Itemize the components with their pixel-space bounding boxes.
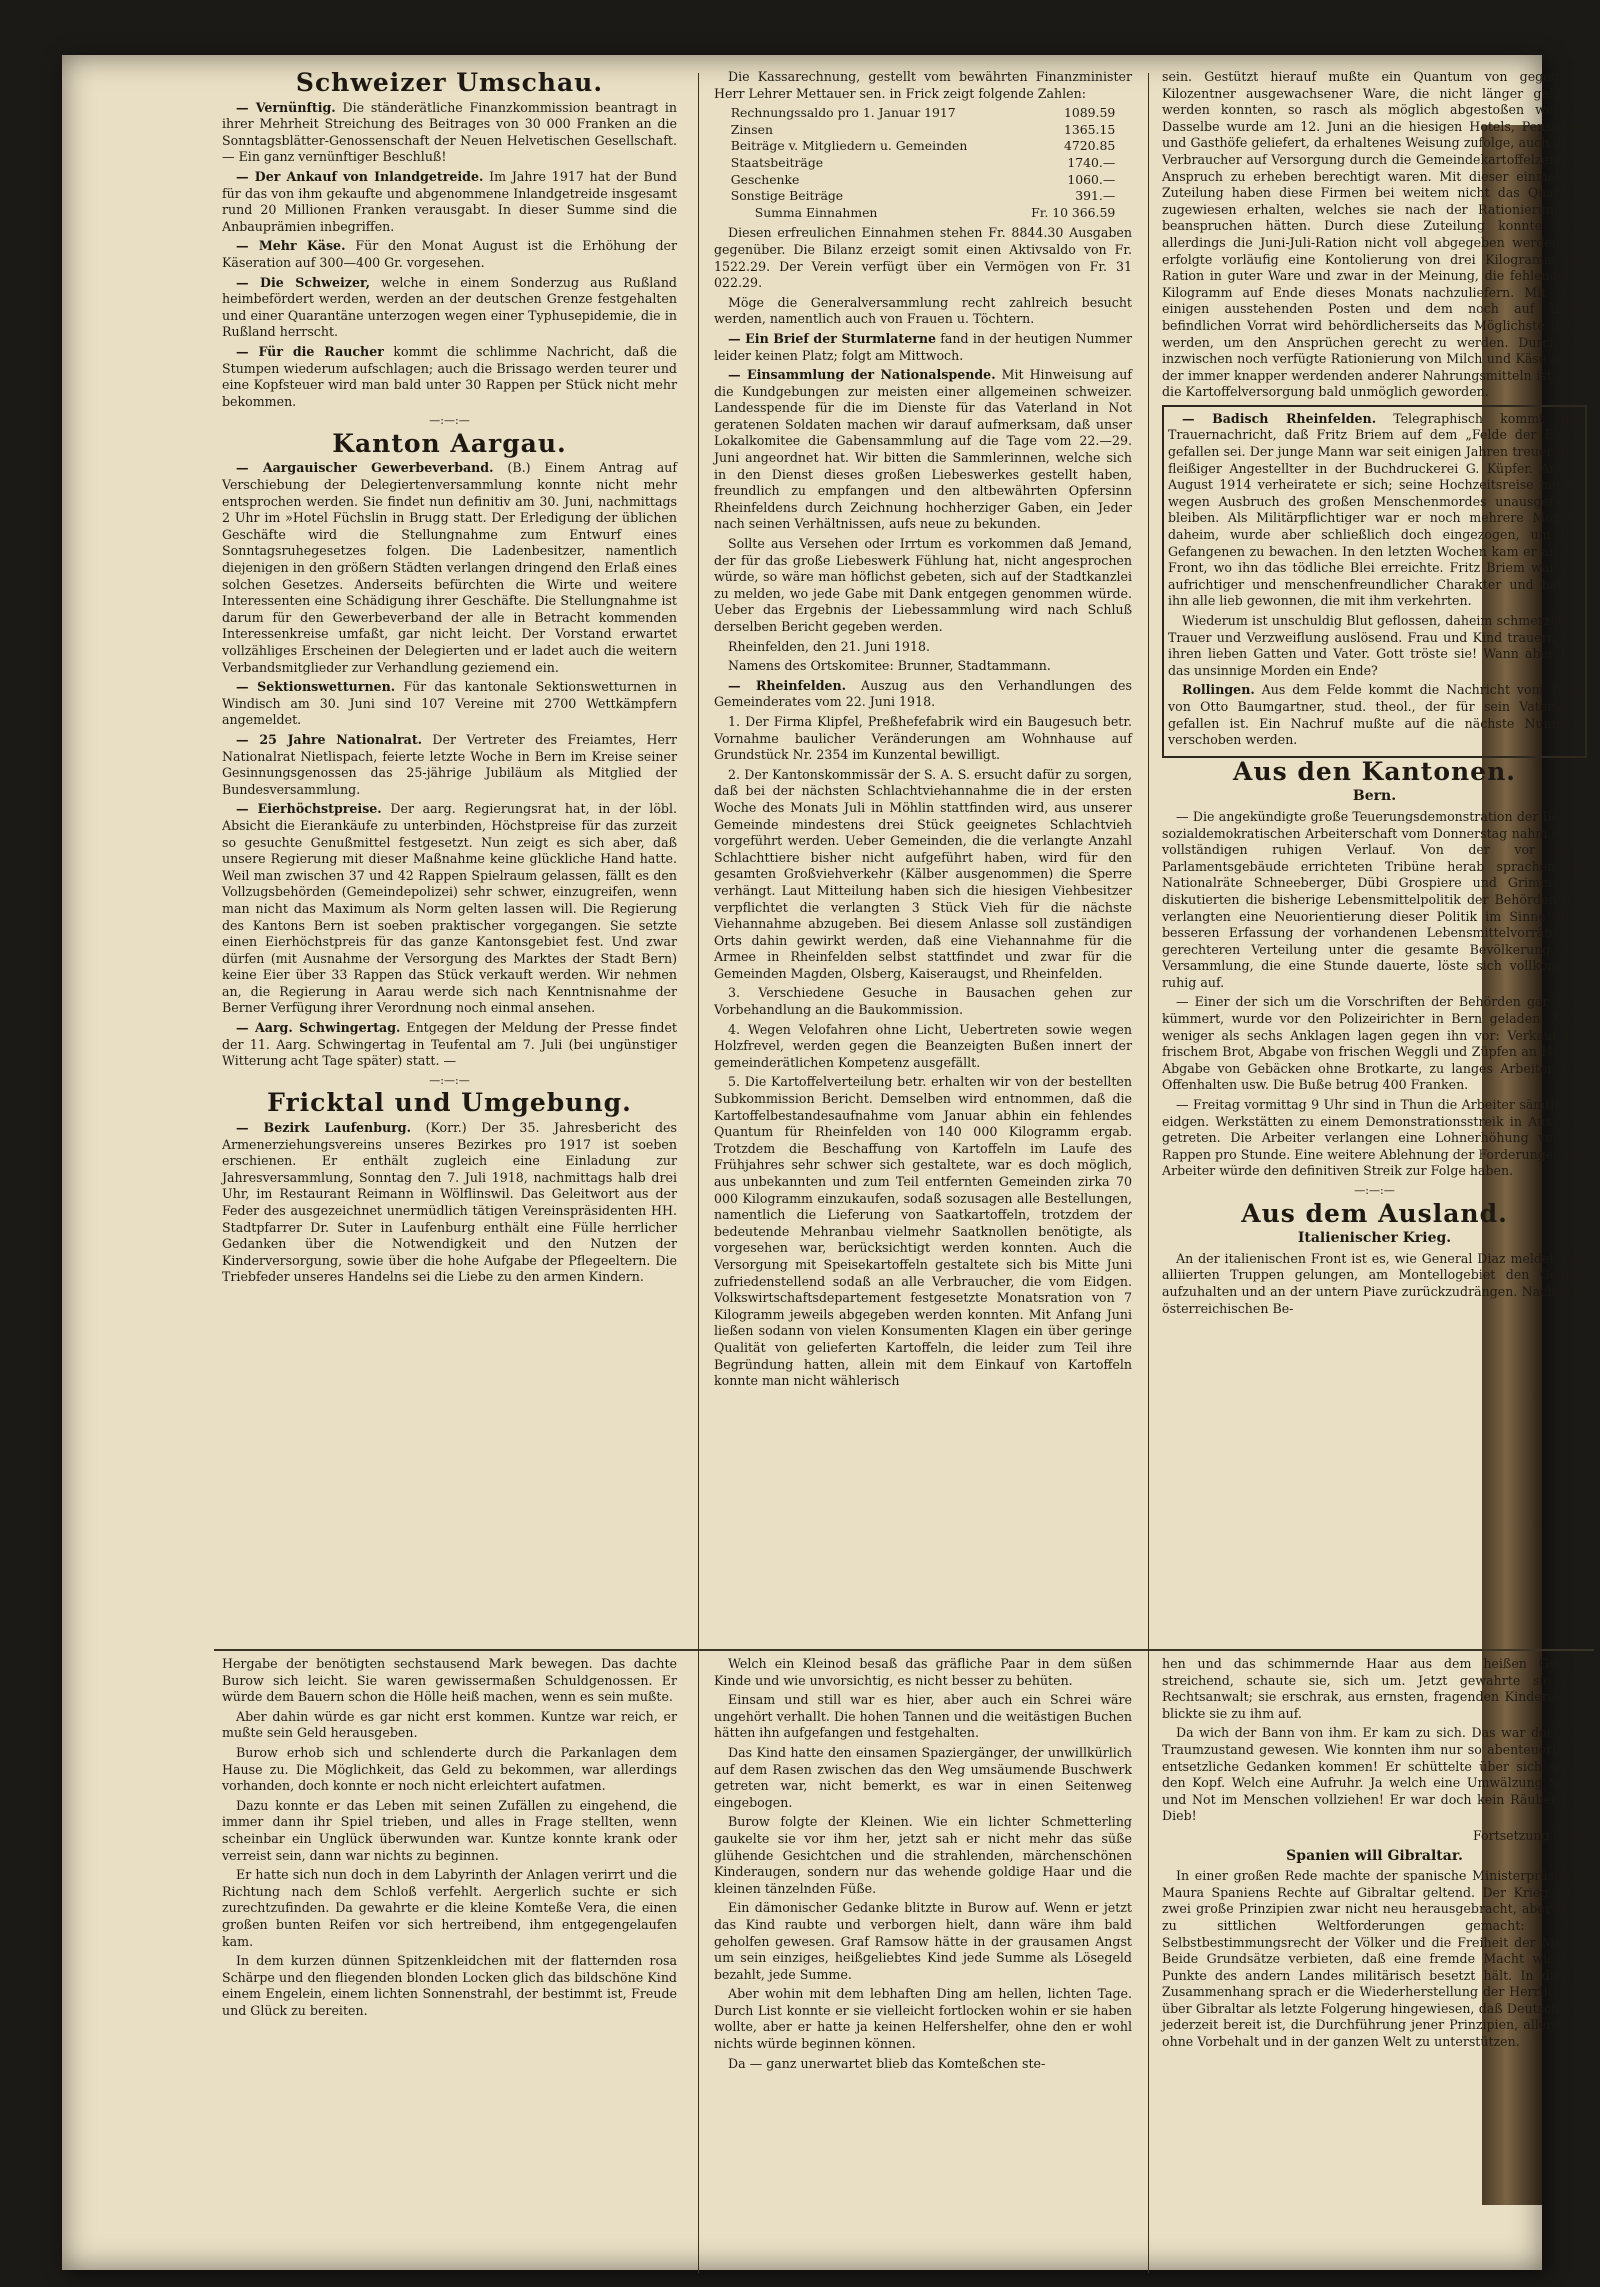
article-paragraph: — Sektionswetturnen. Für das kantonale Sektionswetturnen in Windisch am 30. Juni sind 107 Vereine mit 2700 Wettkämpfern angemeldet. xyxy=(222,679,677,728)
separator-stars: —:—:— xyxy=(1354,1184,1395,1197)
article-paragraph: 4. Wegen Velofahren ohne Licht, Uebertreten sowie wegen Holzfrevel, werden gegen die Beanzeigten Bußen innert der gemeinderätlichen Kompetenz ausgefällt. xyxy=(714,1021,1132,1070)
story-paragraph: Ein dämonischer Gedanke blitzte in Burow auf. Wenn er jetzt das Kind raubte und verborgen hielt, dann wäre ihm bald geholfen gewesen. Graf Ramsow hätte in der grausamen Angst um sein einziges, heißgeliebtes Kind jede Summe als Lösegeld bezahlt, jede Summe. xyxy=(714,1900,1132,1982)
account-table xyxy=(731,105,1116,221)
article-paragraph: Diesen erfreulichen Einnahmen stehen Fr. 8844.30 Ausgaben gegenüber. Die Bilanz erzeigt somit einen Aktivsaldo von Fr. 1522.29. Der Verein verfügt über ein Vermögen von Fr. 31 022.29. xyxy=(714,225,1132,291)
article-paragraph: — Die Schweizer, welche in einem Sonderzug aus Rußland heimbefördert werden, werden an der deutschen Grenze festgehalten und einer Quarantäne unterzogen wegen einer Typhusepidemie, die in Rußland herrscht. xyxy=(222,274,677,340)
table-row: Zinsen 1365.15 xyxy=(730,121,1116,137)
table-row: Sonstige Beiträge 391.— xyxy=(730,188,1116,204)
article-paragraph: An der italienischen Front ist es, wie General Diaz meldet, den alliierten Truppen gelungen, am Montellogebiet den Gegner aufzuhalten und an der untern Piave zurückzudrängen. Nach dem österreichischen Be- xyxy=(1162,1250,1587,1316)
story-paragraph: Das Kind hatte den einsamen Spaziergänger, der unwillkürlich auf dem Rasen zwischen das den Weg umsäumende Buschwerk getreten war, nicht bemerkt, es war in einen Seitenweg eingebogen. xyxy=(714,1744,1132,1810)
story-paragraph: Burow folgte der Kleinen. Wie ein lichter Schmetterling gaukelte sie vor ihm her, jetzt sah er nicht mehr das süße glühende Gesichtchen und die strahlenden, märchenschönen Kinderaugen, sondern nur das wehende goldige Haar und die kleinen tänzelnden Füße. xyxy=(714,1814,1132,1896)
article-paragraph: Wiederum ist unschuldig Blut geflossen, daheim schmerzliche Trauer und Verzweiflung auslösend. Frau und Kind trauern um ihren lieben Gatten und Vater. Gott tröste sie! Wann aber hat das unsinnige Morden ein Ende? xyxy=(1168,613,1581,678)
story-paragraph: In dem kurzen dünnen Spitzenkleidchen mit der flatternden rosa Schärpe und den fliegenden blonden Locken glich das bildschöne Kind einem Engelein, einem lichten Sonnenstrahl, der bestimmt ist, Freude und Glück zu bereiten. xyxy=(222,1953,677,2018)
article-paragraph: 2. Der Kantonskommissär der S. A. S. ersucht dafür zu sorgen, daß bei der nächsten Schlachtviehannahme die in der ersten Woche des Monats Juli in Möhlin stattfinden wird, aus unserer Gemeinde mindestens drei Stück geeignetes Schlachtvieh vorgeführt werden. Ueber Gemeinden, die die verlangte Anzahl Schlachttiere bisher nicht aufgeführt haben, wird für den gesamten Großviehverkehr (Kälber ausgenommen) die Sperre verhängt. Laut Mitteilung haben sich die hiesigen Viehbesitzer verpflichtet die verlangten 3 Stück Vieh für die nächste Viehannahme abzugeben. Bei diesem Anlasse soll zuständigen Orts dahin gewirkt werden, daß eine Viehannahme für die Armee in Rheinfelden selbst stattfindet und zwar für die Gemeinden Magden, Olsberg, Kaiseraugst, und Rheinfelden. xyxy=(714,766,1132,981)
column-rule xyxy=(698,73,699,2273)
table-row: Rechnungssaldo pro 1. Januar 1917 1089.59 xyxy=(730,105,1116,121)
section-heading: Kanton Aargau. xyxy=(332,428,567,458)
article-paragraph: — Die angekündigte große Teuerungsdemonstration der Berner sozialdemokratischen Arbeiterschaft vom Donnerstag nahm einen vollständigen ruhigen Verlauf. Von der vor dem Parlamentsgebäude errichteten Tribüne herab sprachen die Nationalräte Schneeberger, Dübi Grospiere und Grimm. Sie diskutierten die bisherige Lebensmittelpolitik der Behörden und verlangten eine Neuorientierung dieser Politik im Sinne einer besseren Erfassung der vorhandenen Lebensmittelvorräte zur gerechteren Verteilung unter die gesamte Bevölkerung. Die Versammlung, die eine Stunde dauerte, löste sich vollkommen ruhig auf. xyxy=(1162,808,1587,990)
article-paragraph: Sollte aus Versehen oder Irrtum es vorkommen daß Jemand, der für das große Liebeswerk Fühlung hat, nicht angesprochen würde, so wäre man höflichst gebeten, sich auf der Stadtkanzlei zu melden, wo jede Gabe mit Dank entgegen genommen würde. Ueber das Ergebnis der Liebessammlung wird nach Schluß derselben Bericht gegeben werden. xyxy=(714,536,1132,634)
article-paragraph: — Aarg. Schwingertag. Entgegen der Meldung der Presse findet der 11. Aarg. Schwingertag in Teufental am 7. Juli (bei ungünstiger Witterung acht Tage später) statt. — xyxy=(222,1020,677,1069)
section-heading: Schweizer Umschau. xyxy=(295,68,604,97)
story-paragraph: hen und das schimmernde Haar aus dem heißen Gesicht streichend, schaute sie, sich um. Jetzt gewahrte sie den Rechtsanwalt; sie erschrak, aus ernsten, fragenden Kinderaugen blickte sie zu ihm auf. xyxy=(1162,1656,1587,1721)
article-paragraph: — Badisch Rheinfelden. Telegraphisch kommt die Trauernachricht, daß Fritz Briem auf dem „Felde der Ehre" gefallen sei. Der junge Mann war seit einigen Jahren treuer und fleißiger Angestellter in der Buchdruckerei G. Küpfer. Am 1. August 1914 verheiratete er sich; seine Hochzeitsreise mußte wegen Ausbruch des großen Menschenmordes unausgeführt bleiben. Als Militärpflichtiger war er noch mehrere Monate daheim, wurde aber schließlich doch eingezogen, um die Gefangenen zu bewachen. In den letzten Wochen kam er an die Front, wo ihn das tödliche Blei erreichte. Fritz Briem war ein aufrichtiger und menschenfreundlicher Charakter und haben ihn alle lieb gewonnen, die mit ihm verkehrten. xyxy=(1168,410,1581,609)
feuilleton-column-1 xyxy=(222,1656,677,2256)
section-heading: Aus dem Ausland. xyxy=(1241,1198,1508,1228)
article-paragraph: In einer großen Rede machte der spanische Ministerpräsident Maura Spaniens Rechte auf Gibraltar geltend. Der Krieg habe zwei große Prinzipien zwar nicht neu herausgebracht, aber doch zu sittlichen Weltforderungen gemacht: das Selbstbestimmungsrecht der Völker und die Freiheit der Meere. Beide Grundsätze verbieten, daß eine fremde Macht wichtige Punkte des andern Landes militärisch besetzt hält. In diesem Zusammenhang sprach er die Wiederherstellung der Herrlichkeit über Gibraltar als letzte Folgerung hingewiesen, daß Deutschland jederzeit bereit ist, die Durchführung jener Prinzipien, allerdings ohne Vorbehalt und in der ganzen Welt zu unterstützen. xyxy=(1162,1868,1587,2050)
subsection-heading: Bern. xyxy=(1352,788,1397,805)
article-paragraph: — Der Ankauf von Inlandgetreide. Im Jahre 1917 hat der Bund für das von ihm gekaufte und abgenommene Inlandgetreide insgesamt rund 20 Millionen Franken verausgabt. In dieser Summe sind die Anbauprämien inbegriffen. xyxy=(222,168,677,234)
feuilleton-column-3 xyxy=(1162,1656,1587,2256)
separator-stars: —:—:— xyxy=(429,414,470,428)
article-paragraph: — Für die Raucher kommt die schlimme Nachricht, daß die Stumpen wiederum aufschlagen; auch die Brissago werden teurer und eine Kopfsteuer wird man bald unter 30 Rappen per Stück nicht mehr bekommen. xyxy=(222,343,678,409)
table-row: Summa Einnahmen Fr. 10 366.59 xyxy=(754,204,1116,220)
article-paragraph: sein. Gestützt hierauf mußte ein Quantum von gegen 30 Kilozentner ausgewachsener Ware, die nicht länger gelagert werden konnten, so rasch als möglich abgestoßen werden. Dasselbe wurde am 12. Juni an die hiesigen Hotels, Pensionen und Gasthöfe geliefert, da erhaltenes Weisung zufolge, auch diese Verbraucher auf Versorgung durch die Gemeindekartoffelzentrale Anspruch zu erheben berechtigt waren. Mit dieser einmaligen Zuteilung haben diese Firmen bei weitem nicht das Quantum zugewiesen erhalten, welches sie nach der Rationierung zu beanspruchen hätten. Durch diese Zuteilung konnte dann allerdings die Juni-Juli-Ration nicht voll abgegeben werden. Es erfolgte vorläufig eine Kontolierung von drei Kilogramm pro Ration in guter Ware und zwar in der Meinung, die fehlenden 4 Kilogramm auf Ende dieses Monats nachzuliefern. Mit noch einigen ausstehenden Posten und dem noch auf Lager befindlichen Vorrat wird behördlicherseits das Möglichste getan werden, um den Ansprüchen gerecht zu werden. Durch die inzwischen noch verfügte Rationierung von Milch und Käse sowie der immer knapper werdenden anderer Nahrungsmitteln ist auch die Kartoffelversorgung bald unmöglich geworden. xyxy=(1162,69,1587,400)
subsection-heading: Italienischer Krieg. xyxy=(1297,1230,1452,1247)
story-paragraph: Er hatte sich nun doch in dem Labyrinth der Anlagen verirrt und die Richtung nach dem Schloß verfehlt. Aergerlich suchte er sich zurechtzufinden. Da gewahrte er die kleine Komteße Vera, die einen großen bunten Reifen vor sich hertreibend, ihm entgegengelaufen kam. xyxy=(222,1867,677,1949)
story-paragraph: Aber wohin mit dem lebhaften Ding am hellen, lichten Tage. Durch List konnte er sie vielleicht fortlocken wohin er sie haben wollte, aber er hatte ja keinen Helfershelfer, ohne den er wohl nichts würde beginnen können. xyxy=(714,1986,1132,2052)
article-paragraph: — Einsammlung der Nationalspende. Mit Hinweisung auf die Kundgebungen zur meisten einer allgemeinen schweizer. Landesspende für die im Dienste für das Vaterland in Not geratenen Soldaten machen wir darauf aufmerksam, daß unser Lokalkomitee die Gabensammlung auf die Tage vom 22.—29. Juni angeordnet hat. Wir bitten die Sammlerinnen, welche sich in den Dienst dieses großen Liebeswerkes gestellt haben, freundlich zu empfangen und den altbewährten Opfersinn Rheinfeldens durch Zeichnung hochherziger Gaben, ein Jeder nach seinen Verhältnissen, aufs neue zu bekunden. xyxy=(714,367,1132,532)
feuilleton-rule xyxy=(214,1649,1594,1651)
article-paragraph: Rollingen. Aus dem Felde kommt die Nachricht vom Tode von Otto Baumgartner, stud. theol., der für sein Vaterland gefallen ist. Ein Nachruf mußte auf die nächste Nummer verschoben werden. xyxy=(1168,682,1582,748)
article-paragraph: — 25 Jahre Nationalrat. Der Vertreter des Freiamtes, Herr Nationalrat Nietlispach, feierte letzte Woche in Bern im Kreise seiner Gesinnungsgenossen das 25-jährige Jubiläum als Mitglied der Bundesversammlung. xyxy=(222,731,677,797)
subsection-heading: Spanien will Gibraltar. xyxy=(1286,1847,1463,1864)
article-dateline: Rheinfelden, den 21. Juni 1918. xyxy=(728,638,930,654)
article-paragraph: — Rheinfelden. Auszug aus den Verhandlungen des Gemeinderates vom 22. Juni 1918. xyxy=(714,677,1132,710)
table-row: Beiträge v. Mitgliedern u. Gemeinden 4720.85 xyxy=(730,138,1116,154)
article-paragraph: Möge die Generalversammlung recht zahlreich besucht werden, namentlich auch von Frauen u. Töchtern. xyxy=(714,294,1132,327)
article-paragraph: — Freitag vormittag 9 Uhr sind in Thun die Arbeiter sämtlicher eidgen. Werkstätten zu einem Demonstrationsstreik in Ausstand getreten. Die Arbeiter verlangen eine Lohnerhöhung von 15 Rappen pro Stunde. Eine weitere Ablehnung der Forderungen der Arbeiter würde den definitiven Streik zur Folge haben. xyxy=(1162,1097,1587,1179)
story-paragraph: Da — ganz unerwartet blieb das Komteßchen ste- xyxy=(728,2055,1046,2071)
table-row: Geschenke 1060.— xyxy=(730,171,1116,187)
story-paragraph: Aber dahin würde es gar nicht erst kommen. Kuntze war reich, er mußte sein Geld herausgeben. xyxy=(222,1708,677,1741)
article-paragraph: — Einer der sich um die Vorschriften der Behörden gar nicht kümmert, wurde vor den Polizeirichter in Bern geladen. Nicht weniger als sechs Anklagen lagen gegen ihn vor: Verkauf von frischem Brot, Abgabe von frischen Weggli und Züpfen an Hotels, Abgabe von Gebäcken ohne Brotkarte, zu langes Arbeiten und Offenhalten usw. Die Buße betrug 400 Franken. xyxy=(1162,994,1587,1093)
column-3 xyxy=(1162,69,1587,1607)
feuilleton-column-2 xyxy=(714,1656,1132,2256)
column-2 xyxy=(714,69,1132,1607)
article-paragraph: — Ein Brief der Sturmlaterne fand in der heutigen Nummer leider keinen Platz; folgt am Mittwoch. xyxy=(714,330,1132,363)
separator-stars: —:—:— xyxy=(429,1073,470,1087)
section-heading: Fricktal und Umgebung. xyxy=(267,1088,632,1118)
story-paragraph: Da wich der Bann von ihm. Er kam zu sich. Das war doch ein Traumzustand gewesen. Wie konnten ihm nur so abenteuerliche, entsetzliche Gedanken kommen! Er schüttelte über sich selbst den Kopf. Welch eine Aufruhr. Ja welch eine Umwälzung Sorge und Not im Menschen vollziehen! Er war doch kein Räuber und Dieb! xyxy=(1162,1725,1587,1824)
framed-notice xyxy=(1162,405,1587,758)
section-heading: Aus den Kantonen. xyxy=(1233,756,1516,786)
article-paragraph: 1. Der Firma Klipfel, Preßhefefabrik wird ein Baugesuch betr. Vornahme baulicher Veränderungen am Wohnhause auf Grundstück Nr. 2354 im Kunzental bewilligt. xyxy=(714,713,1132,763)
article-paragraph: — Eierhöchstpreise. Der aarg. Regierungsrat hat, in der löbl. Absicht die Eierankäufe zu unterbinden, Höchstpreise für das zurzeit so gesuchte Genußmittel festgesetzt. Nun zeigt es sich aber, daß unsere Regierung mit dieser Maßnahme keine glückliche Hand hatte. Weil man zwischen 37 und 42 Rappen Spielraum gelassen, fällt es den Vollzugsbehörden (Gemeindepolizei) sehr schwer, einzugreifen, wenn man nicht das Maximum als Norm gelten lassen will. Die Regierung des Kantons Bern ist soeben praktischer vorgegangen. Sie setzte einen Eierhöchstpreis für das ganze Kantonsgebiet fest. Und zwar dürfen (mit Ausnahme der Versorgung des Marktes der Stadt Bern) keine Eier über 33 Rappen das Stück verkauft werden. Wir nehmen an, die Regierung in Aarau werde sich nach Kenntnisnahme der Berner Verfügung ihrer Verordnung noch einmal ansehen. xyxy=(222,801,677,1016)
story-paragraph: Dazu konnte er das Leben mit seinen Zufällen zu eingehend, die immer dann ihr Spiel trieben, und alles in Frage stellten, wenn scheinbar ein Unglück überwunden war. Kuntze konnte krank oder verreist sein, dann war nichts zu beginnen. xyxy=(222,1797,677,1863)
article-paragraph: — Bezirk Laufenburg. (Korr.) Der 35. Jahresbericht des Armenerziehungsvereins unseres Bezirkes pro 1917 ist soeben erschienen. Er enthält zugleich eine Einladung zur Jahresversammlung, Sonntag den 7. Juli 1918, nachmittags halb drei Uhr, im Restaurant Reimann in Wölflinswil. Das Geleitwort aus der Feder des ausgezeichnet unermüdlich tätigen Vereinspräsidenten HH. Stadtpfarrer Dr. Suter in Laufenburg enthält eine Fülle herrlicher Gedanken über die Notwendigkeit und den Nutzen der Kinderversorgung, sowie über die hohe Aufgabe der Pflegeeltern. Die Triebfeder unseres Handelns sei die Liebe zu den armen Kindern. xyxy=(222,1120,677,1285)
story-paragraph: Welch ein Kleinod besaß das gräfliche Paar in dem süßen Kinde und wie unvorsichtig, es nicht besser zu behüten. xyxy=(714,1656,1132,1688)
article-signature: Namens des Ortskomitee: Brunner, Stadtammann. xyxy=(728,658,1051,674)
story-paragraph: Burow erhob sich und schlenderte durch die Parkanlagen dem Hause zu. Die Möglichkeit, das Geld zu bekommen, war allerdings vorhanden, doch konnte er noch nicht erleichtert aufatmen. xyxy=(222,1744,677,1794)
newspaper-page xyxy=(62,55,1587,2270)
article-paragraph: — Aargauischer Gewerbeverband. (B.) Einem Antrag auf Verschiebung der Delegiertenversammlung konnte nicht mehr entsprochen werden. Sie findet nun definitiv am 30. Juni, nachmittags 2 Uhr im »Hotel Füchslin in Brugg statt. Der Erledigung der üblichen Geschäfte wird die Stellungnahme zum Entwurf eines Sonntagsruhegesetzes folgen. Die Ladenbesitzer, namentlich diejenigen in den größern Städten verlangen dringend den Erlaß eines solchen Gesetzes. Anderseits befürchten die Wirte und weitere Interessenten eine Schädigung ihrer Geschäfte. Die Stellungnahme ist darum für den Gewerbeverband der alle in Betracht kommenden Interessenkreise umfaßt, gar nicht leicht. Der Vorstand erwartet vollzähliges Erscheinen der Delegierten und er ladet auch die weitern Verbandsmitglieder zur Verhandlung geziemend ein. xyxy=(222,460,677,675)
table-row: Staatsbeiträge 1740.— xyxy=(730,154,1116,170)
article-paragraph: 3. Verschiedene Gesuche in Bausachen gehen zur Vorbehandlung an die Baukommission. xyxy=(714,985,1132,1018)
story-paragraph: Hergabe der benötigten sechstausend Mark bewegen. Das dachte Burow sich leicht. Sie waren gewissermaßen Schuldgenossen. Er würde dem Bauern schon die Hölle heiß machen, wenn es sein mußte. xyxy=(222,1656,677,1705)
column-1 xyxy=(222,69,677,1607)
article-paragraph: Die Kassarechnung, gestellt vom bewährten Finanzminister Herr Lehrer Mettauer sen. in Frick zeigt folgende Zahlen: xyxy=(714,69,1132,101)
continuation-note: Fortsetzung folgt. xyxy=(1472,1827,1587,1843)
article-paragraph: 5. Die Kartoffelverteilung betr. erhalten wir von der bestellten Subkommission Bericht. Demselben wird entnommen, daß die Kartoffelbestandesaufnahme vom Januar abhin ein fehlendes Quantum für Rheinfelden von 140 000 Kilogramm ergab. Trotzdem die Beschaffung von Kartoffeln im Laufe des Frühjahres sehr schwer sich gestaltete, war es doch möglich, aus unbekannten und zum Teil entfernten Gemeinden zirka 70 000 Kilogramm einzukaufen, sodaß sozusagen alle Bestellungen, namentlich die Lieferung von Saatkartoffeln, trotzdem der bedeutende Mehranbau vielmehr Saatknollen benötigte, als vorgesehen war, berücksichtigt werden konnten. Auch die Versorgung mit Speisekartoffeln gestaltete sich bis Mitte Juni zufriedenstellend sodaß an alle Verbraucher, die vom Eidgen. Volkswirtschaftsdepartement festgesetzte Monatsration von 7 Kilogramm jeweils abgegeben werden konnten. Mit Anfang Juni ließen sodann von vielen Konsumenten Klagen ein über geringe Qualität von gelieferten Kartoffeln, die leider zum Teil ihre Begründung hatten, allein mit dem Einkauf von Kartoffeln konnte man nicht wählerisch xyxy=(714,1074,1132,1389)
story-paragraph: Einsam und still war es hier, aber auch ein Schrei wäre ungehört verhallt. Die hohen Tannen und die weitästigen Buchen hätten ihn aufgefangen und festgehalten. xyxy=(714,1692,1132,1741)
article-paragraph: — Vernünftig. Die ständerätliche Finanzkommission beantragt in ihrer Mehrheit Streichung des Beitrages von 30 000 Franken an die Sonntagsblätter-Genossenschaft der Neuen Helvetischen Gesellschaft. — Ein ganz vernünftiger Beschluß! xyxy=(222,99,677,165)
article-paragraph: — Mehr Käse. Für den Monat August ist die Erhöhung der Käseration auf 300—400 Gr. vorgesehen. xyxy=(222,238,677,270)
column-rule xyxy=(1148,73,1149,2273)
